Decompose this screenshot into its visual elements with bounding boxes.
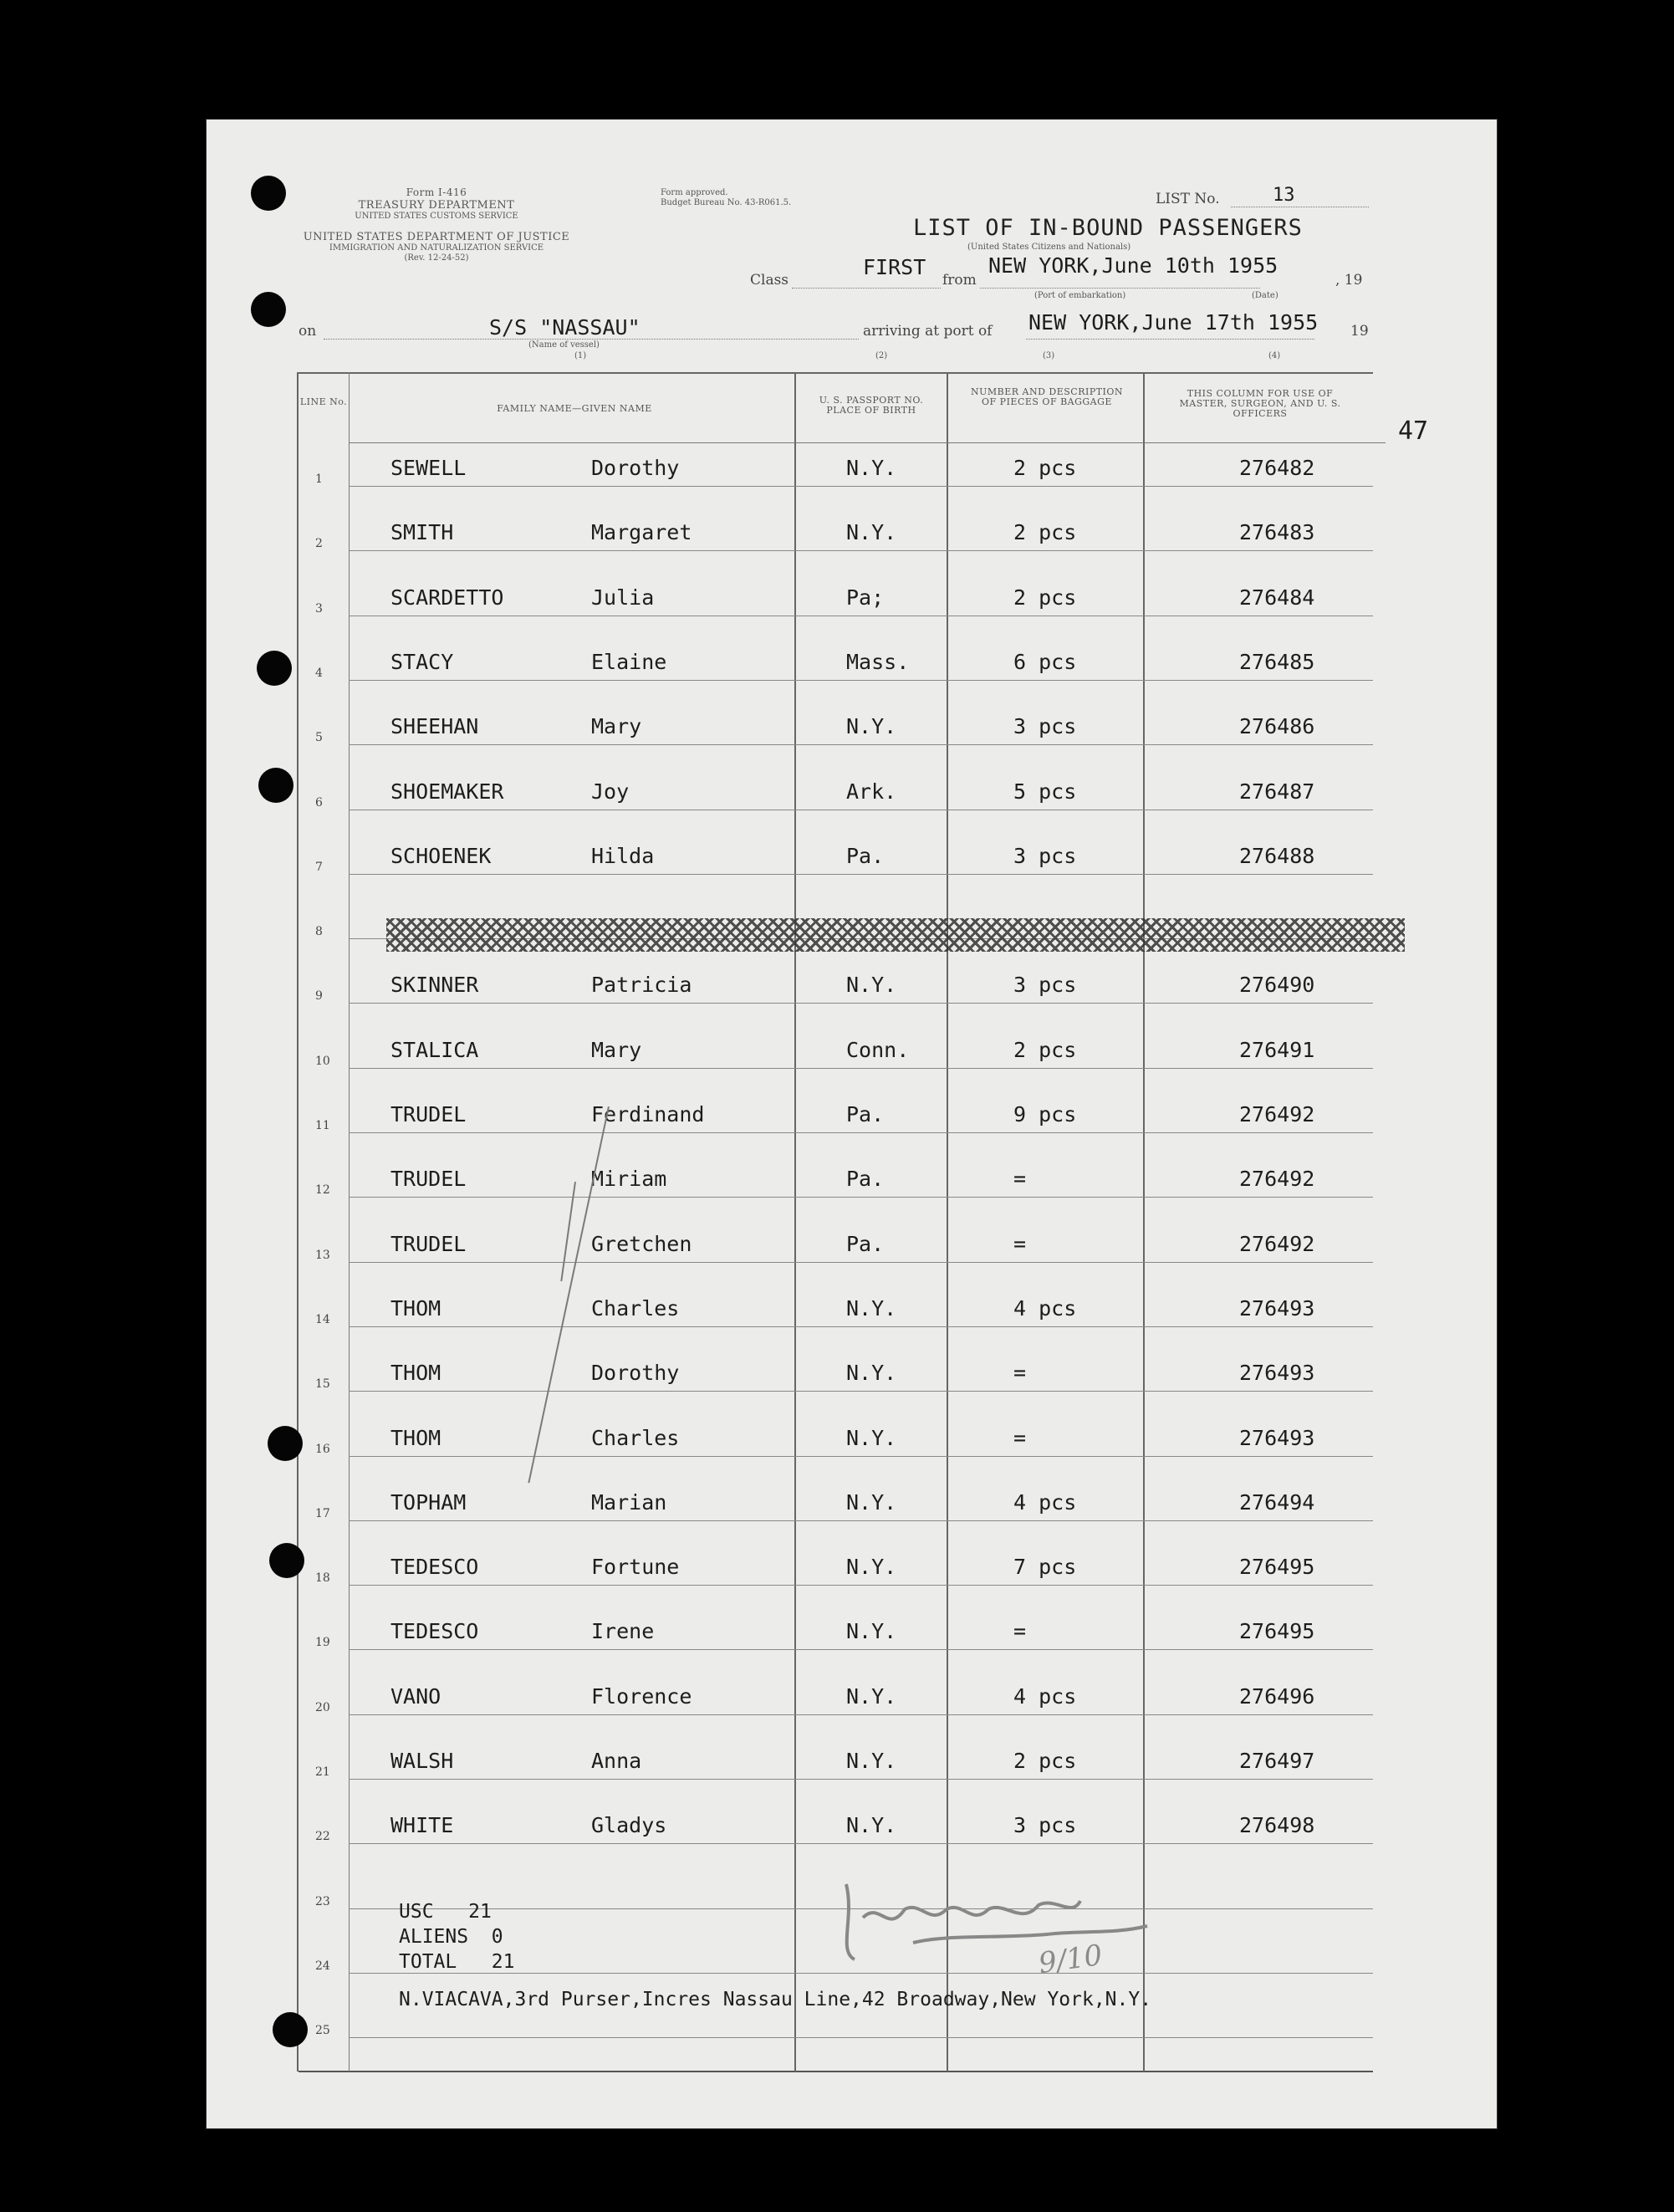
baggage-count: 7 pcs [1013,1555,1077,1579]
baggage-count: 2 pcs [1013,520,1077,544]
col-header-officers: THIS COLUMN FOR USE OF MASTER, SURGEON, AND U. S. OFFICERS [1179,388,1341,419]
family-name: THOM [390,1426,441,1450]
officer-reference: 276496 [1239,1684,1315,1709]
arriving-value: NEW YORK,June 17th 1955 [1028,310,1319,335]
col2-marker: (2) [875,351,888,360]
officer-reference: 276495 [1239,1555,1315,1579]
row-rule [349,1132,1373,1133]
form-title: LIST OF IN-BOUND PASSENGERS [913,215,1303,241]
line-number: 10 [315,1055,330,1068]
baggage-count: = [1013,1426,1027,1450]
line-number: 19 [315,1636,330,1649]
baggage-count: 2 pcs [1013,1749,1077,1773]
col3-marker: (3) [1043,351,1055,360]
handwritten-signature [829,1867,1214,1985]
manifest-page [207,120,1497,2128]
total-value: 21 [491,1951,515,1973]
given-name: Miriam [591,1167,667,1191]
family-name: SCARDETTO [390,585,504,610]
row-rule [349,1779,1373,1780]
officer-reference: 276492 [1239,1167,1315,1191]
baggage-count: = [1013,1619,1027,1643]
place-of-birth: N.Y. [846,1555,897,1579]
family-name: SKINNER [390,973,479,997]
family-name: TEDESCO [390,1555,479,1579]
family-name: TRUDEL [390,1232,467,1256]
col-header-name: FAMILY NAME—GIVEN NAME [497,403,652,414]
family-name: THOM [390,1361,441,1385]
row-rule [349,486,1373,487]
baggage-count: 3 pcs [1013,973,1077,997]
place-of-birth: Pa. [846,844,885,868]
row-rule [349,744,1373,745]
form-subtitle: (United States Citizens and Nationals) [967,243,1131,252]
line-number: 3 [315,602,323,616]
row-rule [349,1262,1373,1263]
given-name: Florence [591,1684,692,1709]
place-of-birth: N.Y. [846,714,897,738]
from-value: NEW YORK,June 10th 1955 [988,253,1278,278]
row-rule [349,550,1373,551]
family-name: WALSH [390,1749,454,1773]
revision-date: (Rev. 12-24-52) [404,253,469,263]
line-number: 4 [315,667,323,680]
given-name: Charles [591,1426,680,1450]
given-name: Anna [591,1749,642,1773]
line-number: 23 [315,1895,330,1908]
justice-dept: UNITED STATES DEPARTMENT OF JUSTICE [303,231,570,243]
row-rule [349,2037,1373,2038]
family-name: STALICA [390,1038,479,1062]
class-label: Class [750,272,789,289]
officer-reference: 276485 [1239,650,1315,674]
family-name: STACY [390,650,454,674]
officer-reference: 276484 [1239,585,1315,610]
row-rule [349,680,1373,681]
place-of-birth: N.Y. [846,1684,897,1709]
vessel-label: (Name of vessel) [528,340,600,350]
officer-reference: 276482 [1239,456,1315,480]
place-of-birth: N.Y. [846,456,897,480]
place-of-birth: Pa. [846,1102,885,1126]
row-rule [349,1068,1373,1069]
given-name: Charles [591,1296,680,1321]
line-number: 24 [315,1959,330,1973]
officer-reference: 276492 [1239,1102,1315,1126]
given-name: Elaine [591,650,667,674]
baggage-count: 6 pcs [1013,650,1077,674]
total-label: TOTAL [399,1951,457,1973]
line-number: 1 [315,473,323,486]
class-value: FIRST [863,255,926,279]
given-name: Hilda [591,844,655,868]
family-name: SEWELL [390,456,467,480]
line-number: 9 [315,989,323,1003]
family-name: VANO [390,1684,441,1709]
row-rule [349,1326,1373,1327]
given-name: Patricia [591,973,692,997]
baggage-count: 3 pcs [1013,714,1077,738]
binder-hole [251,176,286,211]
treasury-dept: TREASURY DEPARTMENT [358,199,515,212]
place-of-birth: Pa. [846,1232,885,1256]
line-number: 5 [315,731,323,744]
row-rule [349,1456,1373,1457]
baggage-count: 4 pcs [1013,1684,1077,1709]
baggage-count: 2 pcs [1013,585,1077,610]
place-of-birth: Ark. [846,779,897,804]
budget-bureau: Budget Bureau No. 43-R061.5. [661,198,792,207]
officer-reference: 276486 [1239,714,1315,738]
officer-reference: 276498 [1239,1813,1315,1837]
handwritten-note: 9/10 [1036,1938,1105,1981]
line-number: 7 [315,861,323,874]
family-name: TRUDEL [390,1102,467,1126]
col-header-line: LINE No. [299,396,348,407]
binder-hole [269,1543,304,1578]
header-bottom-rule [349,442,1386,443]
baggage-count: 2 pcs [1013,456,1077,480]
list-no-field [1231,185,1369,207]
place-of-birth: Pa. [846,1167,885,1191]
officer-reference: 276494 [1239,1490,1315,1515]
place-of-birth: Conn. [846,1038,910,1062]
given-name: Dorothy [591,1361,680,1385]
usc-value: 21 [468,1901,492,1923]
given-name: Ferdinand [591,1102,705,1126]
aliens-value: 0 [491,1926,503,1948]
line-number: 8 [315,925,323,938]
baggage-count: 4 pcs [1013,1490,1077,1515]
officer-reference: 276493 [1239,1296,1315,1321]
officer-reference: 276488 [1239,844,1315,868]
baggage-count: = [1013,1232,1027,1256]
place-of-birth: N.Y. [846,1619,897,1643]
given-name: Julia [591,585,655,610]
place-of-birth: N.Y. [846,1296,897,1321]
arriving-year-label: 19 [1350,323,1369,340]
family-name: SCHOENEK [390,844,492,868]
family-name: TEDESCO [390,1619,479,1643]
binder-hole [251,292,286,327]
usc-label: USC [399,1901,434,1923]
footer-purser-line: N.VIACAVA,3rd Purser,Incres Nassau Line,42 Broadway,New York,N.Y. [399,1989,1152,2010]
place-of-birth: Mass. [846,650,910,674]
line-number: 25 [315,2024,330,2037]
given-name: Mary [591,714,642,738]
family-name: WHITE [390,1813,454,1837]
binder-hole [268,1426,303,1461]
year-label: , 19 [1335,272,1363,289]
given-name: Margaret [591,520,692,544]
place-of-birth: N.Y. [846,1749,897,1773]
line-number: 6 [315,796,323,810]
totals-block [399,1899,515,1974]
baggage-count: 4 pcs [1013,1296,1077,1321]
family-name: SHOEMAKER [390,779,504,804]
birth-col-divider [947,372,948,2072]
line-number: 22 [315,1830,330,1843]
form-approved: Form approved. [661,188,728,197]
line-number: 15 [315,1377,330,1391]
on-label: on [299,323,317,340]
line-number: 2 [315,537,323,550]
row-rule [349,1520,1373,1521]
officer-reference: 276490 [1239,973,1315,997]
baggage-count: 2 pcs [1013,1038,1077,1062]
place-of-birth: N.Y. [846,1426,897,1450]
place-of-birth: Pa; [846,585,885,610]
line-number: 17 [315,1507,330,1520]
binder-hole [273,2012,308,2047]
aliens-label: ALIENS [399,1926,469,1948]
place-of-birth: N.Y. [846,973,897,997]
officer-reference: 276483 [1239,520,1315,544]
name-col-divider [794,372,796,2072]
row-rule [349,1585,1373,1586]
family-name: THOM [390,1296,441,1321]
baggage-col-divider [1143,372,1145,2072]
baggage-count: 3 pcs [1013,1813,1077,1837]
port-embark-label: (Port of embarkation) [1034,291,1126,300]
line-number: 21 [315,1765,330,1779]
page-number: 47 [1398,416,1429,446]
row-rule [349,1649,1373,1650]
line-col-divider [349,372,350,2072]
officer-reference: 276491 [1239,1038,1315,1062]
col-header-baggage: NUMBER AND DESCRIPTION OF PIECES OF BAGGAGE [970,386,1124,407]
line-number: 13 [315,1249,330,1262]
family-name: TRUDEL [390,1167,467,1191]
arriving-label: arriving at port of [863,323,993,340]
line-number: 14 [315,1313,330,1326]
given-name: Fortune [591,1555,680,1579]
table-top-rule [299,372,1373,374]
given-name: Joy [591,779,630,804]
line-number: 11 [315,1119,330,1132]
row-rule [349,1391,1373,1392]
form-number: Form I-416 [406,186,467,198]
row-rule [349,1714,1373,1715]
family-name: SHEEHAN [390,714,479,738]
given-name: Dorothy [591,456,680,480]
crossed-out-row [386,918,1405,952]
row-rule [349,1843,1373,1844]
from-label: from [942,272,977,289]
baggage-count: 5 pcs [1013,779,1077,804]
line-number: 12 [315,1183,330,1197]
baggage-count: = [1013,1167,1027,1191]
ins-service: IMMIGRATION AND NATURALIZATION SERVICE [329,243,544,253]
officer-reference: 276493 [1239,1361,1315,1385]
col4-marker: (4) [1268,351,1281,360]
row-rule [349,1197,1373,1198]
binder-hole [257,651,292,686]
given-name: Mary [591,1038,642,1062]
baggage-count: 9 pcs [1013,1102,1077,1126]
place-of-birth: N.Y. [846,1490,897,1515]
date-label: (Date) [1252,291,1278,300]
given-name: Gladys [591,1813,667,1837]
list-no-value: 13 [1273,185,1295,206]
officer-reference: 276497 [1239,1749,1315,1773]
line-number: 16 [315,1443,330,1456]
col1-marker: (1) [574,351,587,360]
place-of-birth: N.Y. [846,520,897,544]
baggage-count: 3 pcs [1013,844,1077,868]
family-name: SMITH [390,520,454,544]
given-name: Marian [591,1490,667,1515]
place-of-birth: N.Y. [846,1813,897,1837]
row-rule [349,1003,1373,1004]
col-header-passport: U. S. PASSPORT NO. PLACE OF BIRTH [819,395,924,416]
table-left-border [297,372,299,2072]
given-name: Irene [591,1619,655,1643]
row-rule [349,874,1373,875]
place-of-birth: N.Y. [846,1361,897,1385]
officer-reference: 276495 [1239,1619,1315,1643]
officer-reference: 276493 [1239,1426,1315,1450]
line-number: 18 [315,1571,330,1585]
table-bottom-rule [299,2071,1373,2072]
list-no-label: LIST No. [1156,191,1220,207]
binder-hole [258,768,293,803]
officer-reference: 276492 [1239,1232,1315,1256]
baggage-count: = [1013,1361,1027,1385]
given-name: Gretchen [591,1232,692,1256]
line-number: 20 [315,1701,330,1714]
customs-service: UNITED STATES CUSTOMS SERVICE [355,212,518,221]
vessel-value: S/S "NASSAU" [489,315,641,340]
officer-reference: 276487 [1239,779,1315,804]
family-name: TOPHAM [390,1490,467,1515]
